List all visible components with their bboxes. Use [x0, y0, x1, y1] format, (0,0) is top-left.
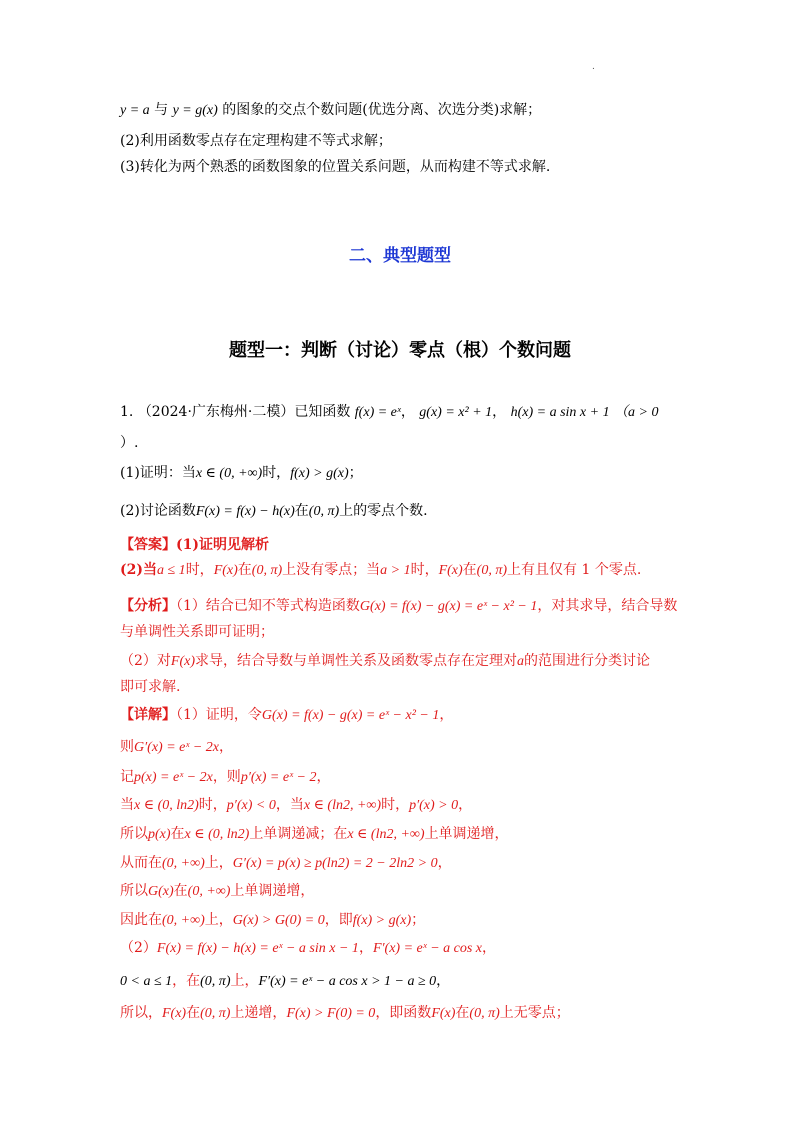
text: 则 [120, 739, 134, 755]
text: 的范围进行分类讨论 [524, 653, 651, 669]
text: 因此在 [120, 912, 162, 928]
math: G(x) = f(x) − g(x) = eˣ − x² − 1 [359, 599, 538, 614]
text: ， [316, 769, 331, 785]
math: x ∈ (0, +∞) [195, 466, 263, 481]
text: (1)证明：当 [120, 465, 196, 481]
text: 上的零点个数. [339, 503, 428, 519]
problem-source: （2024·广东梅州·二模）已知函数 [137, 404, 351, 420]
analysis-line-4: 即可求解. [120, 679, 181, 695]
math: F(x) [431, 1006, 456, 1021]
text: （2） [120, 940, 157, 956]
detail-line-4 [120, 795, 472, 816]
text: （2）对 [120, 653, 171, 669]
math: f(x) > g(x) [290, 466, 349, 481]
text: 当 [120, 797, 134, 813]
text: 时， [185, 562, 214, 578]
math: (0, +∞) [162, 913, 205, 928]
analysis-line-3 [120, 651, 650, 672]
math: y = g(x) [172, 103, 218, 118]
text: 在 [455, 1005, 470, 1021]
text: 的图象的交点个数问题(优选分离、次选分类)求解； [222, 102, 542, 118]
page-mark: . [592, 62, 595, 72]
text: 在 [462, 562, 477, 578]
text: 上单调递增， [230, 883, 315, 899]
text: (1)证明见解析 [176, 537, 269, 553]
math: f(x) > g(x) [352, 913, 412, 928]
text: 所以 [120, 826, 148, 842]
math: f(x) = eˣ [354, 405, 401, 420]
detail-line-9 [120, 938, 496, 959]
text: ， [400, 404, 415, 420]
answer-tag: 【答案】 [120, 537, 176, 553]
detail-tag: 【详解】 [120, 707, 176, 723]
answer-line-2 [120, 560, 641, 581]
math: (0, +∞) [187, 884, 231, 899]
intro-line-2: (2)利用函数零点存在定理构建不等式求解； [120, 133, 392, 149]
math: a [517, 654, 525, 669]
analysis-line-1 [120, 596, 677, 617]
math: F′(x) = eˣ − a cos x [372, 941, 483, 956]
math: F(x) > F(0) = 0 [286, 1006, 376, 1021]
text: ，在 [172, 973, 201, 989]
math: p(x) [148, 827, 171, 842]
text: ，当 [275, 797, 304, 813]
problem-statement-end: ）. [120, 435, 139, 451]
math: F(x) [170, 654, 196, 669]
math: x ∈ (ln2, +∞) [347, 827, 425, 842]
text: ； [348, 465, 363, 481]
text: 时， [381, 797, 410, 813]
text: ， [458, 797, 473, 813]
text: 与 [154, 102, 169, 118]
text: 所以 [120, 883, 148, 899]
analysis-line-2: 与单调性关系即可证明； [120, 624, 274, 640]
text: 求导，结合导数与单调性关系及函数零点存在定理对 [195, 653, 518, 669]
text: ， [437, 855, 452, 871]
math: (0, +∞) [162, 856, 205, 871]
math: F(x) = f(x) − h(x) [195, 504, 295, 519]
math: (0, π) [200, 974, 231, 989]
text: 时， [262, 465, 291, 481]
text: ； [411, 912, 426, 928]
math: (0, π) [469, 1006, 500, 1021]
problem-statement [120, 402, 658, 423]
text: 上无零点； [499, 1005, 570, 1021]
math: y = a [120, 103, 150, 118]
text: ， [492, 404, 507, 420]
text: 记 [120, 769, 134, 785]
math: (0, π) [251, 563, 283, 578]
math: g(x) = x² + 1 [419, 405, 493, 420]
text: ，即 [324, 912, 353, 928]
text: 时， [198, 797, 227, 813]
math: a > 1 [380, 563, 411, 578]
answer-line-1 [120, 535, 269, 555]
text: (2)讨论函数 [120, 503, 196, 519]
text: 上递增， [230, 1005, 287, 1021]
text: 在 [294, 503, 309, 519]
math: F(x) [438, 563, 463, 578]
text: 上有且仅有 1 个零点. [507, 562, 642, 578]
text: ， [482, 940, 497, 956]
detail-line-3 [120, 767, 330, 788]
detail-line-7 [120, 881, 314, 902]
text: ， [218, 739, 233, 755]
text: ，则 [212, 769, 241, 785]
math: （a > 0 [614, 405, 659, 420]
math: p′(x) > 0 [409, 798, 459, 813]
detail-line-6 [120, 853, 452, 874]
math: F(x) [162, 1006, 187, 1021]
question-type-title: 题型一：判断（讨论）零点（根）个数问题 [229, 340, 571, 361]
math: x ∈ (ln2, +∞) [303, 798, 382, 813]
text: (2)当 [120, 562, 157, 578]
text: 上单调递减；在 [249, 826, 348, 842]
math: F(x) [213, 563, 238, 578]
math: 0 < a ≤ 1 [120, 974, 173, 989]
text: 上没有零点；当 [282, 562, 381, 578]
problem-number: 1. [120, 404, 134, 420]
detail-line-5 [120, 824, 509, 845]
detail-line-1 [120, 705, 453, 726]
math: h(x) = a sin x + 1 [510, 405, 610, 420]
intro-line-1 [120, 100, 541, 121]
math: (0, π) [476, 563, 508, 578]
detail-line-2 [120, 737, 233, 758]
text: 所以， [120, 1005, 162, 1021]
math: p(x) = eˣ − 2x [134, 770, 213, 785]
math: F(x) = f(x) − h(x) = eˣ − a sin x − 1 [156, 941, 359, 956]
math: G(x) > G(0) = 0 [232, 913, 325, 928]
math: x ∈ (0, ln2) [184, 827, 250, 842]
text: 上， [230, 973, 259, 989]
text: 上单调递增， [424, 826, 509, 842]
detail-line-10 [120, 971, 450, 992]
text: ， [358, 940, 373, 956]
intro-line-3: (3)转化为两个熟悉的函数图象的位置关系问题，从而构建不等式求解. [120, 159, 551, 175]
math: G(x) = f(x) − g(x) = eˣ − x² − 1 [261, 708, 440, 723]
text: ， [439, 707, 454, 723]
text: 从而在 [120, 855, 162, 871]
text: 上， [204, 912, 233, 928]
math: G(x) [148, 884, 174, 899]
math: (0, π) [308, 504, 340, 519]
math: p′(x) = eˣ − 2 [240, 770, 317, 785]
section-title: 二、典型题型 [349, 246, 451, 266]
math: a ≤ 1 [157, 563, 186, 578]
math: G′(x) = p(x) ≥ p(ln2) = 2 − 2ln2 > 0 [232, 856, 438, 871]
text: ， [436, 973, 451, 989]
text: 在 [170, 826, 185, 842]
text: 上， [204, 855, 233, 871]
math: p′(x) < 0 [226, 798, 276, 813]
detail-line-11 [120, 1003, 570, 1024]
text: （1）结合已知不等式构造函数 [176, 598, 360, 614]
detail-line-8 [120, 910, 425, 931]
text: ，即函数 [375, 1005, 432, 1021]
problem-part-1 [120, 463, 363, 484]
text: ，对其求导，结合导数 [537, 598, 678, 614]
analysis-tag: 【分析】 [120, 598, 176, 614]
text: （1）证明，令 [176, 707, 262, 723]
math: (0, π) [200, 1006, 231, 1021]
math: G′(x) = eˣ − 2x [134, 740, 219, 755]
text: 在 [237, 562, 252, 578]
text: 在 [186, 1005, 201, 1021]
math: x ∈ (0, ln2) [134, 798, 199, 813]
math: F′(x) = eˣ − a cos x > 1 − a ≥ 0 [258, 974, 437, 989]
text: 在 [173, 883, 188, 899]
text: 时， [410, 562, 439, 578]
problem-part-2 [120, 501, 428, 522]
